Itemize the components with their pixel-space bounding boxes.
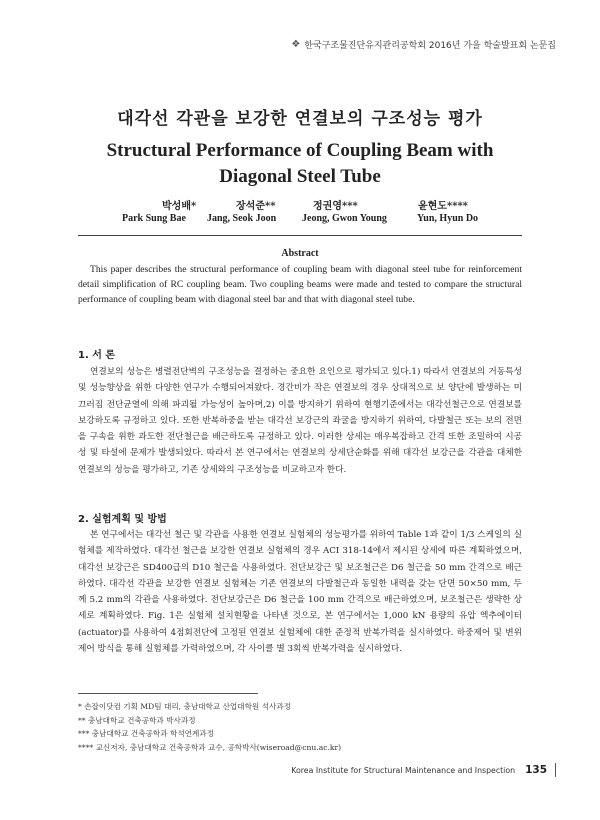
square-grid-icon: ❖ [291,39,301,50]
author-name-ko: 장석준** [236,201,276,212]
footer-organization: Korea Institute for Structural Maintenance and Inspection [291,765,516,775]
footnotes [78,700,522,754]
title-korean: 대각선 각관을 보강한 연결보의 구조성능 평가 [117,109,483,129]
author-name-ko: 정권영*** [313,201,358,212]
header-text: 한국구조물진단유지관리공학회 2016년 가을 학술발표회 논문집 [304,41,556,51]
author-name-en: Jang, Seok Joon [207,213,277,224]
footnote: ** 충남대학교 건축공학과 박사과정 [78,715,196,725]
page-footer [291,763,556,777]
page-number: 135 [525,764,547,776]
footnote: *** 충남대학교 건축공학과 학석연계과정 [78,729,214,739]
section-heading-introduction: 1. 서 론 [78,350,116,361]
author-name-en: Yun, Hyun Do [417,213,479,224]
title-divider [78,235,522,236]
footnote: **** 교신저자, 충남대학교 건축공학과 교수, 공학박사(wiseroad@cnu.ac.kr) [78,742,342,752]
author-name-ko: 박성배* [162,201,197,212]
section-body-methods: 본 연구에서는 대각선 철근 및 각관을 사용한 연결보 실험체의 성능평가를 위하여 Table 1과 같이 1/3 스케일의 실험체를 제작하였다. 대각선 철근을 보강한 연결보 실험체의 경우 ACI 318-14에서 제시된 상세에 따른 계획하였으며, 대각선 보강근은 SD400급의 D10 철근을 사용하였다. 전단보강근 및 보조철근은 D6 철근을 50 mm 간격으로 배근하였다. 대각선 각관을 보강한 연결보 실험체는 기존 연결보의 다발철근과 동일한 내력을 갖는 단면 50×50 mm, 두께 5.2 mm의 각관을 사용하였다. 전단보강근은 D6 철근을 100 mm 간격으로 배근하였으며, 보조철근은 생략한 상세로 계획하였다. Fig. 1은 실험체 설치현황을 나타낸 것으로, 본 연구에서는 1,000 kN 용량의 유압 엑추에이터(actuator)를 사용하여 4점회전단에 고정된 연결보 실험체에 대한 준정적 반복가력을 실시하였다. 하중제어 및 변위제어 방식을 통해 실험체를 가력하였으며, 각 사이클 별 3회씩 반복가력을 실시하였다. [78,530,522,655]
author-name-en: Jeong, Gwon Young [302,213,387,224]
author-name-en: Park Sung Bae [122,213,186,224]
running-header [291,38,556,51]
title-english: Structural Performance of Coupling Beam with Diagonal Steel Tube [106,140,494,187]
author-name-ko: 윤현도**** [418,201,468,212]
section-heading-methods: 2. 실험계획 및 방법 [78,514,167,525]
section-body-introduction: 연결보의 성능은 병렬전단벽의 구조성능을 결정하는 중요한 요인으로 평가되고 있다.1) 따라서 연결보의 거동특성 및 성능향상을 위한 다양한 연구가 수행되어져왔다. 경간비가 작은 연결보의 경우 상대적으로 보 양단에 발생하는 미끄러짐 전단균열에 의해 파괴될 가능성이 높아며,2) 이를 방지하기 위하여 현행기준에서는 대각선철근으로 연결보를 보강하도록 규정하고 있다. 또한 반복하중을 받는 대각선 보강근의 좌굴을 방지하기 위하여, 다발철근 또는 보의 전면을 구속을 위한 과도한 전단철근을 배근하도록 규정하고 있다. 이러한 상세는 매우복잡하고 간격 또한 조밀하여 시공성 및 타설에 문제가 발생되었다. 따라서 본 연구에서는 연결보의 상세단순화를 위해 대각선 보강근을 각관을 대체한 연결보의 성능을 평가하고, 기존 상세와의 구조성능을 비교하고자 한다. [78,367,522,475]
abstract-heading: Abstract [281,248,319,259]
footer-bar [555,763,556,777]
footnote: * 손잡이닷컴 기획 MD팀 대리, 충남대학교 산업대학원 석사과정 [78,702,292,711]
abstract-text: This paper describes the structural performance of coupling beam with diagonal steel tube for reinforcement detail simplification of RC coupling beam. Two coupling beams were made and tested to compare the structural performance of coupling beam with diagonal steel bar and that with diagonal steel tube. [78,264,522,305]
footnote-divider [78,693,258,694]
